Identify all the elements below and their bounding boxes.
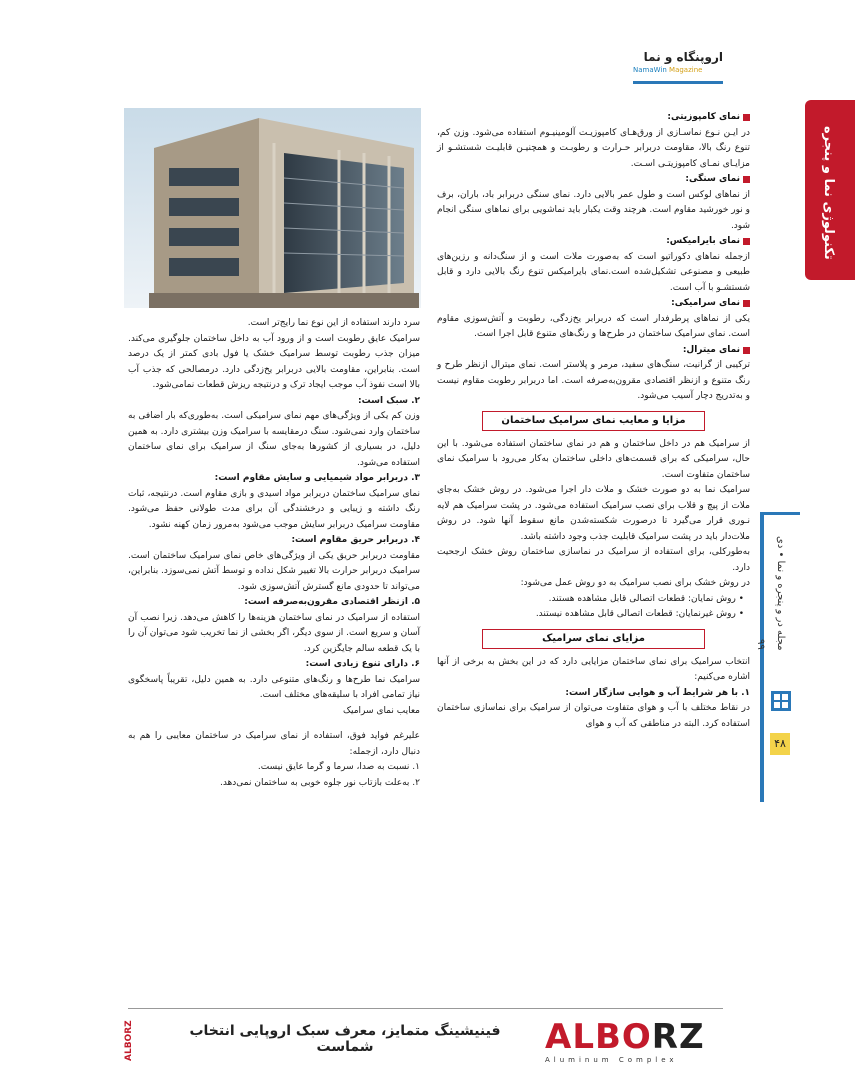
magazine-logo [633, 50, 723, 82]
numbered-heading: ۳. دربرابر مواد شیمیایی و سایش مقاوم است: [214, 473, 420, 483]
paragraph: ۱. نسبت به صدا، سرما و گرما عایق نیست. [257, 762, 420, 772]
footer-divider [128, 1008, 723, 1009]
paragraph: به‌طورکلی، برای استفاده از سرامیک در نماسازی ساختمان روش خشک ارجحیت دارد. [437, 547, 750, 573]
section-heading [437, 172, 750, 188]
alborz-logo [545, 1017, 735, 1064]
red-square-bullet-icon [743, 300, 750, 307]
paragraph: مقاومت دربرابر حریق یکی از ویژگی‌های خاص نمای سرامیک ساختمان است. سرامیک دربرابر حرارت بالا تغییر شکل نداده و توسط آتش نمی‌سوزد. بنابراین، می‌تواند تا حدودی مانع گسترش آتش‌سوزی شود. [128, 550, 420, 592]
list-item: • روش غیرنمایان: قطعات اتصالی قابل مشاهده نیستند. [535, 609, 744, 619]
red-square-bullet-icon [743, 176, 750, 183]
section-heading [437, 343, 750, 359]
heading-text: نمای میترال: [682, 344, 740, 355]
paragraph: علیرغم فواید فوق، استفاده از نمای سرامیک در ساختمان معایبی را هم به دنبال دارد، ازجمله: [128, 731, 420, 757]
section-heading [437, 110, 750, 126]
numbered-heading: ۵. ازنظر اقتصادی مقرون‌به‌صرفه است: [244, 597, 420, 607]
footer-tagline: فینیشینگ متمایز، معرف سبک اروپایی انتخاب شماست [189, 1023, 501, 1055]
paragraph: ازجمله نماهای دکوراتیو است که به‌صورت ملات است و از سنگ‌دانه و رزین‌های طبیعی و مصنوعی تشکیل‌شده است.نمای بایرامیکس تنوع رنگ بالایی دارد و قابل شستشـو با آب است. [437, 251, 750, 293]
boxed-section-title: مزایای نمای سرامیک [482, 629, 705, 649]
logo-en-suffix: Magazine [669, 66, 703, 74]
numbered-heading: ۱. با هر شرایط آب و هوایی سازگار است: [565, 687, 750, 698]
section-heading [437, 296, 750, 312]
left-column [128, 316, 420, 791]
side-divider [760, 512, 764, 802]
logo-en-prefix: NamaWin [633, 66, 667, 74]
window-icon [770, 690, 792, 712]
right-column [437, 110, 750, 732]
boxed-section-title: مزایا و معایب نمای سرامیک ساختمان [482, 411, 705, 431]
paragraph: ترکیبی از گرانیت، سنگ‌های سفید، مرمر و پلاستر است. نمای میترال ازنظر طرح و رنگ متنوع و ازنظر اقتصادی مقرون‌به‌صرفه است. اما دربرابر رطوبت مقاوم نیست و به‌تدریج دچار آسیب می‌شود. [437, 360, 750, 401]
paragraph: استفاده از سرامیک در نمای ساختمان هزینه‌ها را کاهش می‌دهد. زیرا نصب آن آسان و سریع است. از سوی دیگر، اگر بخشی از نما تخریب شود می‌توان آن را با یک قطعه سالم جایگزین کرد. [128, 612, 420, 654]
paragraph: سرد دارند استفاده از این نوع نما رایج‌تر است. [247, 318, 420, 328]
building-photo [124, 108, 421, 308]
section-tab [805, 100, 855, 280]
paragraph: نمای سرامیک ساختمان دربرابر مواد اسیدی و بازی مقاوم است. درنتیجه، ثبات رنگ داشته و زیبایی و درخشندگی آن برای مدت طولانی حفظ می‌شود. مقاومت سرامیک دربرابر سایش موجب می‌شود به‌مرور زمان کهنه نشود. [128, 488, 420, 530]
paragraph: یکی از نماهای پرطرفدار است که دربرابر یخ‌زدگی، رطوبت و آتش‌سوزی مقاوم است. نمای سرامیک ساختمان در طرح‌ها و رنگ‌های متنوع قابل اجرا است. [437, 313, 750, 339]
heading-text: نمای سنگی: [685, 174, 740, 184]
paragraph: ۲. به‌علت بازتاب نور جلوه خوبی به ساختمان نمی‌دهد. [219, 777, 420, 788]
vertical-brand-logo: ALBORZ [124, 1020, 134, 1062]
paragraph: در نقاط مختلف با آب و هوای متفاوت می‌توان از سرامیک برای نماسازی ساختمان استفاده کرد. البته در مناطقی که آب و هوای [437, 703, 750, 729]
side-divider-top [760, 512, 800, 515]
paragraph: سرامیک نما طرح‌ها و رنگ‌های متنوعی دارد. به همین دلیل، تقریباً پاسخگوی نیاز تمامی افراد با سلیقه‌های مختلف است. [128, 674, 420, 700]
red-square-bullet-icon [743, 238, 750, 245]
brand-part-b: RZ [651, 1017, 705, 1057]
paragraph: در ایـن نـوع نماسـازی از ورق‌هـای کامپوزیـت آلومینیـوم استفاده می‌شود. وزن کم، تنوع رنگ بالا، مقاومت دربرابر حـرارت و رطوبـت و همچنیـن قابلیـت شستشـو از مزایـای نمـای کامپوزیتـی اسـت. [437, 127, 750, 169]
numbered-heading: ۴. دربرابر حریق مقاوم است: [291, 535, 420, 545]
paragraph: از نماهای لوکس است و طول عمر بالایی دارد. نمای سنگی دربرابر باد، باران، برف و نور خورشید مقاوم است. هرچند وقت یکبار باید نماشویی برای نماهای سنگی انجام شود. [437, 189, 750, 231]
section-title: تکنولوژی نما و پنجره [821, 125, 836, 260]
page-number: ۴۸ [770, 733, 790, 755]
building-illustration [124, 108, 421, 308]
paragraph: در روش خشک برای نصب سرامیک به دو روش عمل می‌شود: [520, 578, 750, 588]
magazine-logo-en [633, 66, 723, 74]
numbered-heading: ۶. دارای تنوع زیادی است: [305, 659, 420, 669]
heading-text: نمای بایرامیکس: [666, 236, 740, 246]
paragraph: از سرامیک هم در داخل ساختمان و هم در نمای ساختمان استفاده می‌شود. با این حال، سرامیکی که برای قسمت‌های داخلی ساختمان به‌کار می‌رود با سرامیک نمای ساختمان متفاوت است. [437, 438, 750, 480]
red-square-bullet-icon [743, 347, 750, 354]
spacer [128, 719, 420, 729]
list-item: • روش نمایان: قطعات اتصالی قابل مشاهده هستند. [548, 593, 744, 604]
magazine-issue-line: مجله در و پنجره و نما • دی ۹۹ [755, 535, 786, 650]
paragraph: انتخاب سرامیک برای نمای ساختمان مزایایی دارد که در این بخش به برخی از آنها اشاره می‌کنیم: [437, 656, 750, 682]
brand-part-a: ALBO [545, 1017, 652, 1057]
paragraph: سرامیک عایق رطوبت است و از ورود آب به داخل ساختمان جلوگیری می‌کند. میزان جذب رطوبت توسط سرامیک خشک یا فول بادی کمتر از یک درصد است. بنابراین، مقاومت بالایی دربرابر یخ‌زدگی دارد. درمصالحی که جذب آب بالا است نفوذ آب موجب ایجاد ترک و درنتیجه ریزش قطعات نمامی‌شود. [128, 333, 420, 390]
paragraph: وزن کم یکی از ویژگی‌های مهم نمای سرامیکی است. به‌طوری‌که بار اضافی به ساختمان وارد نمی‌شود. سنگ درمقایسه با سرامیک وزن بیشتری دارد. به همین دلیل، در بسیاری از کشورها به‌جای سنگ از سرامیک برای نمای ساختمان استفاده می‌شود. [128, 411, 420, 468]
paragraph: معایب نمای سرامیک [342, 705, 420, 716]
section-heading [437, 234, 750, 250]
magazine-logo-fa: اروپنگاه و نما [643, 50, 723, 64]
heading-text: نمای سرامیکی: [671, 298, 740, 308]
paragraph: سرامیک نما به دو صورت خشک و ملات دار اجرا می‌شود. در روش خشک به‌جای ملات از پیچ و قلاب برای نصب سرامیک استفاده می‌شود. در پشت سرامیک هم لایه نـوری قرار می‌گیرد تا درصورت شکسته‌شدن مانع سقوط آنها شود. در روش ملات‌دار باید در پشت سرامیک قابلیت جذب وجود داشته باشد. [437, 485, 750, 542]
logo-underline [633, 81, 723, 84]
red-square-bullet-icon [743, 114, 750, 121]
heading-text: نمای کامپوزیتی: [667, 112, 740, 122]
alborz-subtitle: Aluminum Complex [545, 1056, 678, 1064]
numbered-heading: ۲. سبک است: [358, 395, 420, 406]
alborz-wordmark [545, 1017, 735, 1057]
